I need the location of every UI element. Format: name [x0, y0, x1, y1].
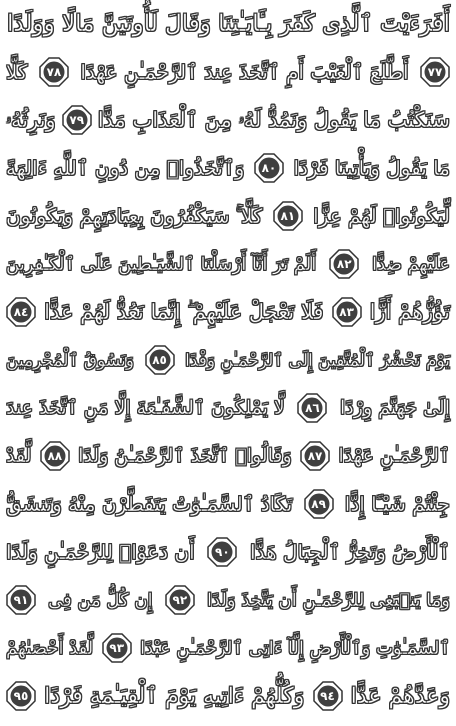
verse-text: إِن كُلُّ مَن فِى	[48, 589, 153, 611]
ayah-marker	[40, 441, 70, 471]
text-line	[6, 628, 450, 668]
ayah-number: ٧٨	[46, 65, 62, 79]
verse-text: ٱلسَّمَـٰوَٰتِ وَٱلْأَرْضِ إِلَّآ ءَاتِى ٱلرَّحْمَـٰنِ عَبْدًا	[140, 637, 450, 659]
verse-text: إِلَىٰ جَهَنَّمَ وِرْدًا	[340, 397, 450, 419]
ayah-marker	[297, 393, 327, 423]
ayah-number: ٨٧	[307, 449, 323, 463]
ayah-marker	[332, 297, 362, 327]
verse-text: وَكُلُّهُمْ ءَاتِيهِ يَوْمَ ٱلْقِيَـٰمَةِ فَرْدًا	[44, 683, 305, 709]
text-line	[6, 484, 450, 524]
verse-text: وَنَرِثُهُۥ	[5, 107, 56, 132]
verse-text: أَفَرَءَيْتَ ٱلَّذِى كَفَرَ بِـَٔايَـٰتِنَا وَقَالَ لَأُوتَيَنَّ مَالًا وَوَلَدًا	[7, 11, 450, 37]
verse-text: وَعَدَّهُمْ عَدًّا	[350, 683, 450, 709]
verse-text: أَلَمْ تَرَ أَنَّآ أَرْسَلْنَا ٱلشَّيَـٰطِينَ عَلَى ٱلْكَـٰفِرِينَ	[6, 253, 317, 275]
verse-text: وَقَالُوا۟ ٱتَّخَذَ ٱلرَّحْمَـٰنُ وَلَدًا	[78, 445, 292, 467]
ayah-marker	[6, 681, 36, 711]
ayah-marker	[313, 681, 343, 711]
ayah-marker	[254, 153, 284, 183]
ayah-number: ٨٠	[261, 161, 277, 175]
ayah-marker	[6, 585, 36, 615]
text-line	[6, 388, 450, 428]
text-line	[6, 52, 450, 92]
text-line	[6, 436, 450, 476]
verse-text: لَّقَدْ	[6, 445, 32, 467]
ayah-number: ٩٠	[215, 545, 230, 559]
ayah-marker	[420, 57, 450, 87]
ayah-number: ٧٧	[427, 65, 443, 79]
text-line	[6, 4, 450, 44]
ayah-number: ٩١	[13, 593, 29, 607]
ayah-number: ٩٣	[109, 641, 125, 655]
ayah-number: ٨٤	[13, 305, 29, 319]
verse-text: مَا يَقُولُ وَيَأْتِينَا فَرْدًا	[293, 156, 450, 180]
verse-text: جِئْتُمْ شَيْـًٔا إِدًّا	[344, 492, 450, 516]
verse-text: ٱلرَّحْمَـٰنِ عَهْدًا	[338, 445, 450, 467]
ayah-marker	[62, 105, 92, 135]
verse-text: يَوْمَ نَحْشُرُ ٱلْمُتَّقِينَ إِلَى ٱلرَّحْمَـٰنِ وَفْدًا	[185, 350, 450, 371]
verse-text: وَمَا يَنۢبَغِى لِلرَّحْمَـٰنِ أَن يَتَّخِذَ وَلَدًا	[206, 589, 450, 611]
ayah-marker	[39, 57, 69, 87]
verse-text: لَّقَدْ أَحْصَىٰهُمْ	[6, 637, 94, 659]
text-line	[6, 340, 450, 380]
verse-text: سَنَكْتُبُ مَا يَقُولُ وَنَمُدُّ لَهُۥ مِنَ ٱلْعَذَابِ مَدًّا	[97, 107, 450, 132]
ayah-number: ٩٤	[320, 689, 335, 703]
ayah-number: ٨٦	[305, 401, 320, 415]
ayah-marker	[102, 633, 132, 663]
ayah-number: ٨٢	[336, 257, 352, 271]
ayah-marker	[329, 249, 359, 279]
ayah-number: ٨٨	[47, 449, 63, 463]
verse-text: عَلَيْهِمْ ضِدًّا	[372, 253, 450, 275]
ayah-number: ٨٩	[311, 497, 326, 511]
ayah-number: ٨١	[280, 209, 296, 223]
ayah-number: ٨٣	[339, 305, 354, 319]
text-line	[6, 292, 450, 332]
ayah-marker	[273, 201, 303, 231]
text-line	[6, 196, 450, 236]
ayah-marker	[165, 585, 195, 615]
verse-text: فَلَا تَعْجَلْ عَلَيْهِمْ ۖ إِنَّمَا نَعُدُّ لَهُمْ عَدًّا	[44, 299, 324, 324]
verse-text: وَنَسُوقُ ٱلْمُجْرِمِينَ	[6, 350, 134, 371]
ayah-number: ٧٩	[69, 113, 85, 127]
verse-text: لَّا يَمْلِكُونَ ٱلشَّفَـٰعَةَ إِلَّا مَنِ ٱتَّخَذَ عِندَ	[6, 397, 285, 419]
text-line	[6, 244, 450, 284]
text-line	[6, 580, 450, 620]
verse-text: وَٱتَّخَذُوا۟ مِن دُونِ ٱللَّهِ ءَالِهَةً	[6, 156, 245, 180]
verse-text: أَطَّلَعَ ٱلْغَيْبَ أَمِ ٱتَّخَذَ عِندَ ٱلرَّحْمَـٰنِ عَهْدًا	[80, 60, 409, 84]
text-line	[6, 148, 450, 188]
ayah-marker	[145, 345, 175, 375]
ayah-number: ٩٥	[13, 689, 29, 703]
verse-text: كَلَّا	[6, 60, 28, 84]
ayah-marker	[207, 537, 237, 567]
verse-text: لِّيَكُونُوا۟ لَهُمْ عِزًّا	[313, 204, 450, 228]
ayah-number: ٩٢	[172, 593, 188, 607]
ayah-number: ٨٥	[152, 353, 167, 367]
verse-text: تَؤُزُّهُمْ أَزًّا	[369, 300, 450, 324]
text-line	[6, 100, 450, 140]
verse-text: تَكَادُ ٱلسَّمَـٰوَٰتُ يَتَفَطَّرْنَ مِنْهُ وَتَنشَقُّ	[6, 492, 293, 516]
text-line	[6, 676, 450, 716]
ayah-marker	[300, 441, 330, 471]
verse-text: أَن دَعَوْا۟ لِلرَّحْمَـٰنِ وَلَدًا	[6, 540, 195, 564]
verse-text: ٱلْأَرْضُ وَتَخِرُّ ٱلْجِبَالُ هَدًّا	[250, 540, 450, 564]
verse-text: كَلَّا ۚ سَيَكْفُرُونَ بِعِبَادَتِهِمْ وَيَكُونُونَ	[6, 204, 263, 228]
ayah-marker	[6, 297, 36, 327]
ayah-marker	[304, 489, 334, 519]
text-line	[6, 532, 450, 572]
